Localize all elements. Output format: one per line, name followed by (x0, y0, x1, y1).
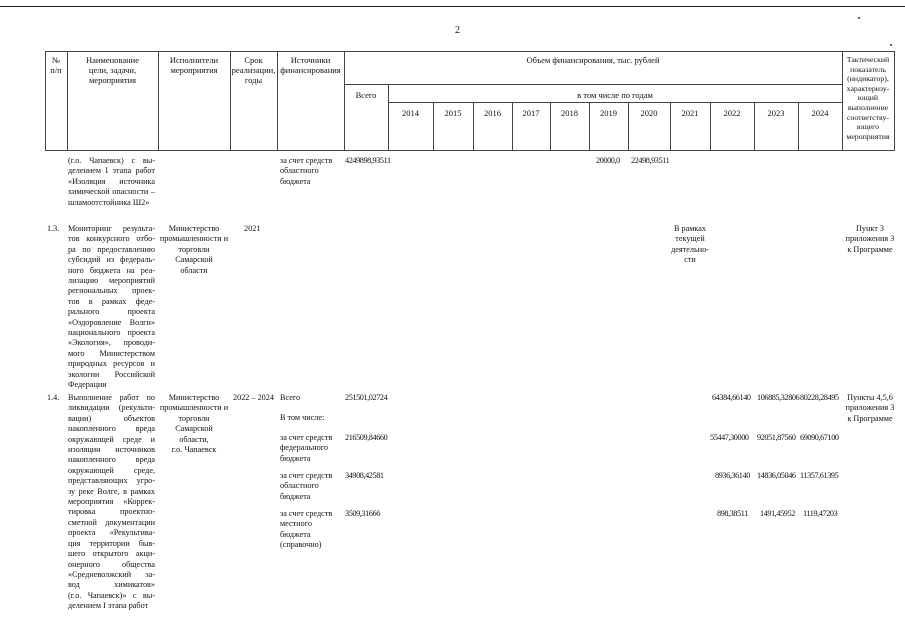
header-year: 2016 (484, 108, 501, 118)
header-year: 2024 (811, 108, 829, 118)
row-14-2022: 898,38511 (717, 509, 748, 518)
row-14-2023: 106885,32806 (757, 393, 800, 402)
header-year: 2018 (561, 108, 578, 118)
row-cont-source: за счет средств областного бюджета (280, 156, 333, 186)
row-14-source: Всего (280, 393, 301, 402)
header-no: № п/п (50, 55, 62, 75)
row-14-number: 1.4. (47, 393, 60, 402)
header-year: 2017 (522, 108, 540, 118)
header-year: 2021 (681, 108, 699, 118)
table-header (45, 51, 895, 151)
row-14-source: за счет средств областного бюджета (280, 471, 333, 501)
header-name: Наименование цели, задачи, мероприятия (86, 55, 139, 85)
row-13-name: Мониторинг результа- тов конкурсного отбо- ра по предоставлению субсидий из федераль- ного бюджета на реа- лизацию мероприятий региональных проек- тов в рамках феде- рального проекта «Оздоровление Волги» национального проекта «Экология», проводи- мого Министерством природных ресурсов и экологии Российской Федерации (68, 224, 155, 390)
row-13-executor: Министерство промышленности и торговли Самарской области (159, 224, 229, 275)
row-14-name: Выполнение работ по ликвидации (рекульти- вации) объектов накопленного вреда окружающей среде и изоляции источников накопленного вреда окружающей среде, представляющих угро- зу реке Волге, в рамках мероприятия «Коррек- тировка проектно- сметной документации проекта «Рекультива- ция территории быв- шего открытого акци- онерного общества «Средневолжский за- вод химикатов» (г.о. Чапаевск)» с вы- делением I этапа работ (68, 393, 155, 611)
page-top-border (0, 6, 905, 7)
row-14-indicator: Пункты 4,5,6 приложения 3 к Программе (845, 393, 895, 423)
row-14-2023: 92051,87560 (757, 433, 796, 442)
row-13-2021: В рамках текущей деятельно- сти (671, 224, 709, 265)
header-year: 2014 (402, 108, 419, 118)
row-14-2022: 55447,30000 (710, 433, 749, 442)
row-14-2022: 8936,36140 (715, 471, 750, 480)
row-14-2023: 1491,45952 (760, 509, 795, 518)
row-cont-name: (г.о. Чапаевск) с вы- делением I этапа работ «Изоляция источника химической опасности – шламоотстойника Ш2» (68, 156, 155, 207)
row-14-2024: 11357,61395 (800, 471, 839, 480)
row-14-2024: 69090,67100 (800, 433, 839, 442)
row-14-2024: 80228,28495 (800, 393, 839, 402)
row-14-term: 2022 – 2024 (233, 393, 274, 402)
header-by-years: в том числе по годам (577, 90, 653, 100)
header-year: 2020 (640, 108, 658, 118)
header-indicator: Тактический показатель (индикатор), характеризу- ющий выполнение соответству- ющего мероприятия (846, 55, 890, 141)
row-cont-total: 4249898,93511 (345, 156, 391, 165)
header-funding: Объем финансирования, тыс. рублей (526, 55, 660, 65)
scan-speck (890, 44, 892, 46)
header-year: 2023 (767, 108, 785, 118)
page-number: 2 (455, 25, 460, 36)
row-14-2023: 14836,05046 (757, 471, 796, 480)
row-13-indicator: Пункт 3 приложения 3 к Программе (845, 224, 895, 254)
row-14-executor: Министерство промышленности и торговли Самарской области, г.о. Чапаевск (159, 393, 229, 455)
row-cont-2019: 20000,0 (596, 156, 620, 165)
row-13-term: 2021 (244, 224, 261, 233)
header-year: 2019 (600, 108, 617, 118)
header-term: Срок реализации, годы (231, 55, 276, 85)
header-total: Всего (355, 90, 377, 100)
row-14-source: В том числе: (280, 413, 325, 422)
row-14-total: 34908,42581 (345, 471, 384, 480)
header-year: 2015 (444, 108, 462, 118)
row-13-number: 1.3. (47, 224, 60, 233)
header-year: 2022 (723, 108, 741, 118)
row-14-2022: 64384,66140 (712, 393, 751, 402)
row-14-source: за счет средств местного бюджета (справочно) (280, 509, 333, 550)
row-14-total: 216509,84660 (345, 433, 388, 442)
row-14-total: 251501,02724 (345, 393, 388, 402)
row-cont-2020: 22498,93511 (631, 156, 670, 165)
scan-speck (858, 17, 860, 19)
header-sources: Источники финансирования (280, 55, 341, 75)
row-14-source: за счет средств федерального бюджета (280, 433, 333, 463)
row-14-2024: 1119,47203 (803, 509, 838, 518)
header-executors: Исполнители мероприятия (169, 55, 219, 75)
row-14-total: 3509,31666 (345, 509, 380, 518)
